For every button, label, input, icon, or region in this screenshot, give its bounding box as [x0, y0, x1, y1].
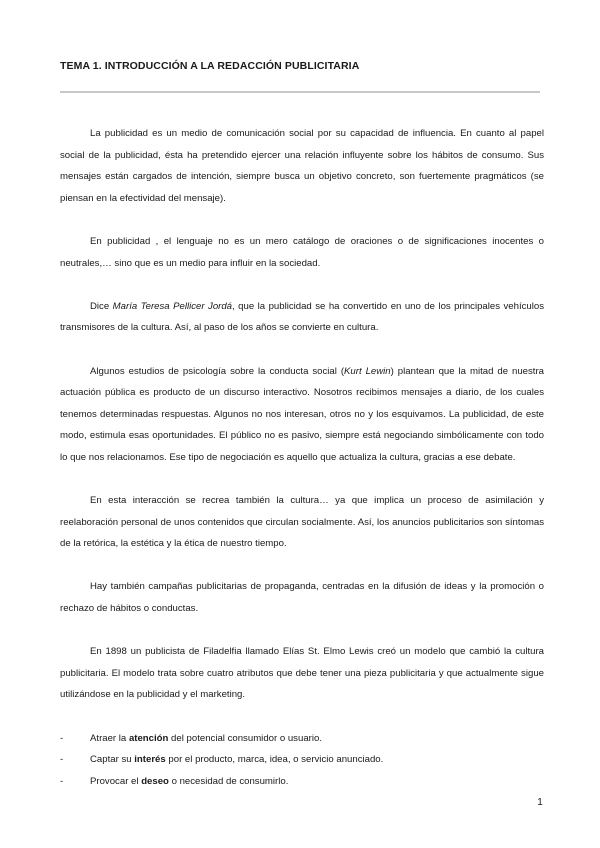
- title-divider: [60, 91, 540, 93]
- paragraph-6: Hay también campañas publicitarias de propaganda, centradas en la difusión de ideas y la promoción o rechazo de hábitos o conductas.: [60, 581, 544, 615]
- keyword-attention: atención: [128, 732, 169, 744]
- paragraph-3-text-start: Dice: [90, 300, 113, 312]
- document-title: TEMA 1. INTRODUCCIÓN A LA REDACCIÓN PUBLICITARIA: [60, 60, 360, 72]
- page-number: 1: [537, 797, 543, 808]
- paragraph-4: [60, 361, 544, 469]
- list-dash: -: [60, 754, 64, 766]
- author-name-pellicer: María Teresa Pellicer Jordá: [112, 300, 233, 312]
- list-dash: -: [60, 775, 64, 787]
- paragraph-5: En esta interacción se recrea también la cultura… ya que implica un proceso de asimilación y reelaboración personal de unos contenidos que circulan socialmente. Así, los anuncios publicitarios son síntomas de la retórica, la estética y la ética de nuestro tiempo.: [60, 495, 544, 550]
- paragraph-7: En 1898 un publicista de Filadelfia llamado Elías St. Elmo Lewis creó un modelo que cambió la cultura publicitaria. El modelo trata sobre cuatro atributos que debe tener una pieza publicitaria y que actualmente sigue utilizándose en la publicidad y el marketing.: [60, 646, 544, 701]
- aida-list: [60, 728, 544, 793]
- list-dash: -: [60, 732, 64, 744]
- paragraph-3-text-end: , que la publicidad se ha convertido en uno de los principales vehículos transmisores de la cultura. Así, al paso de los años se convierte en cultura.: [60, 300, 545, 334]
- paragraph-4-text-start: Algunos estudios de psicología sobre la conducta social (: [90, 365, 345, 377]
- keyword-interest: interés: [134, 754, 166, 766]
- list-item: - Atraer la atención del potencial consumidor o usuario.: [60, 728, 544, 750]
- paragraph-3: [60, 296, 544, 339]
- keyword-desire: deseo: [141, 775, 169, 787]
- paragraph-2: En publicidad , el lenguaje no es un mero catálogo de oraciones o de significaciones inocentes o neutrales,… sino que es un medio para influir en la sociedad.: [60, 235, 544, 269]
- document-body: [60, 123, 544, 792]
- paragraph-4-text-end: ) plantean que la mitad de nuestra actuación pública es producto de un discurso interactivo. Nosotros recibimos mensajes a diario, de los cuales tenemos determinadas respuestas. Algunos no nos interesan, otros no y los esquivamos. La publicidad, de este modo, estimula esas oportunidades. El público no es pasivo, siempre está negociando simbólicamente con todo lo que nos relacionamos. Ese tipo de negociación es aquello que actualiza la cultura, gracias a ese debate.: [60, 365, 544, 463]
- author-name-lewin: Kurt Lewin: [344, 365, 391, 377]
- paragraph-1: La publicidad es un medio de comunicación social por su capacidad de influencia. En cuanto al papel social de la publicidad, ésta ha pretendido ejercer una relación influyente sobre los hábitos de consumo. Sus mensajes están cargados de intención, siempre busca un objetivo concreto, son fuertemente pragmáticos (se piensan en la efectividad del mensaje).: [60, 128, 544, 204]
- list-item: - Provocar el deseo o necesidad de consumirlo.: [60, 771, 544, 793]
- list-item: - Captar su interés por el producto, marca, idea, o servicio anunciado.: [60, 749, 544, 771]
